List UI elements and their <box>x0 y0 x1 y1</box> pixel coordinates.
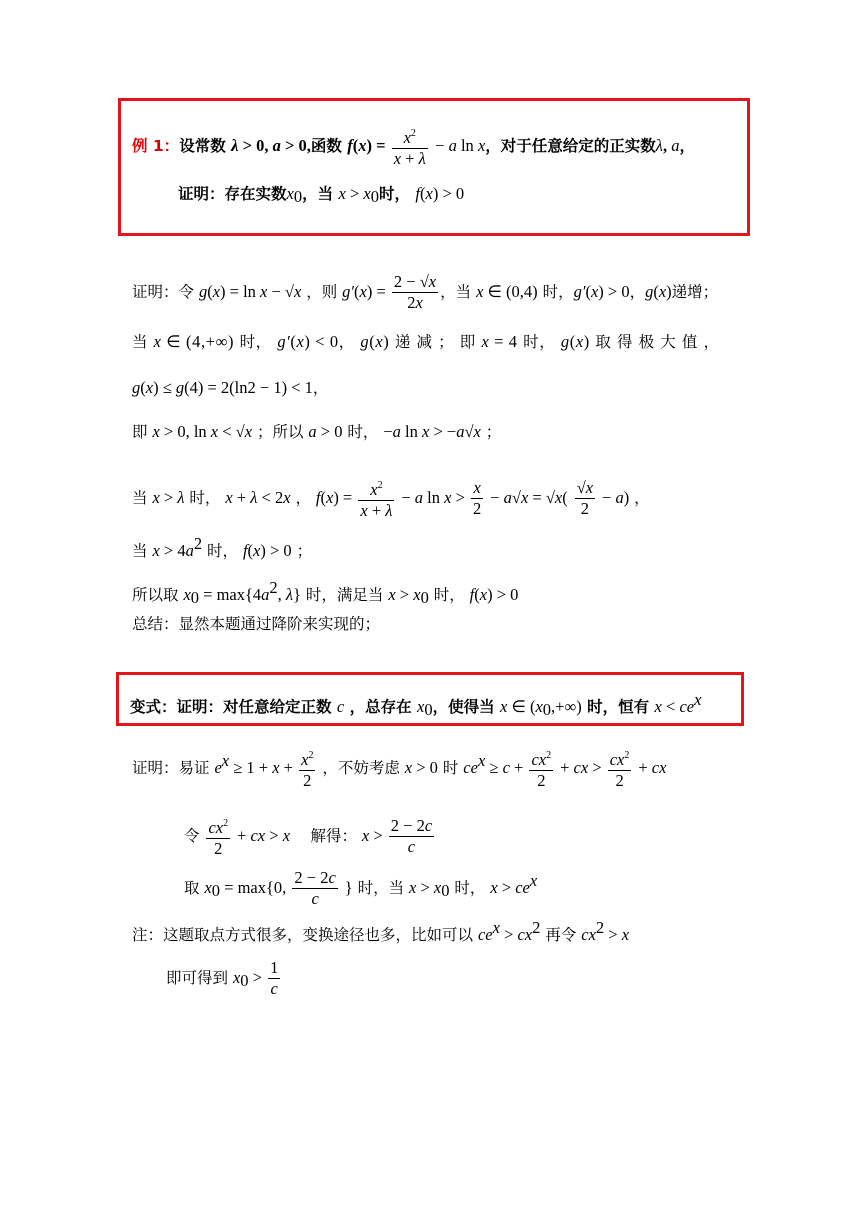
proof-line-3: g(x) ≤ g(4) = 2(ln2 − 1) < 1， <box>132 378 329 397</box>
variant-line: 变式：证明：对任意给定正数 c ，总存在 $x_0$，使得当 x ∈ $(x_0,+\infty)$ 时，恒有 $x < ce^x$ <box>130 690 702 719</box>
proof-line-4: 即 x > 0, ln x < √x ；所以 a > 0 时， −a ln x > −a√x ； <box>132 422 502 441</box>
example-line-1: 例 1：设常数 λ > 0, a > 0,函数 f(x) = $\frac{x^2}{x + \lambda}$ − a ln x，对于任意给定的正实数λ, a， <box>132 124 695 169</box>
note-line-2: 即可得到 $x_0$ > $\frac{1}{c}$ <box>166 958 279 998</box>
proof-line-6: 当 $x > 4a^2$ 时， f(x) > 0 ； <box>132 534 313 560</box>
proof2-line-3: 取 $x_0 = \max\{0$, $\frac{2 - 2c}{c}$ } 时，当 $x > x_0$ 时， $x > ce^x$ <box>184 868 538 908</box>
proof-line-2: 当 x ∈ (4,+∞) 时， g′(x) < 0， g(x) 递 减 ； 即 x = 4 时， g(x) 取 得 极 大 值 ， <box>132 332 720 351</box>
note-line: 注：这题取点方式很多，变换途径也多，比如可以 $ce^x > cx^2$ 再令 $cx^2 > x$ <box>132 918 630 944</box>
proof-line-7: 所以取 $x_0 = \max\{4a^2$, λ} 时，满足当 $x > x_0$ 时， f(x) > 0 <box>132 578 519 607</box>
example-line-2: 证明：存在实数$x_0$，当 $x > x_0$时， f(x) > 0 <box>178 184 465 206</box>
proof2-line-1: 证明：易证 $e^x \ge 1 + x$ + $\frac{x^2}{2}$ ，不妨考虑 x > 0 时 $ce^x \ge c$ + $\frac{cx^2}{2}$ + cx > $\frac{cx^2}{2}$ + cx <box>132 746 666 791</box>
proof-line-1: 证明：令 g(x) = ln x − √x ，则 g′(x) = $\frac{2 - √x}{2x}$ ，当 x ∈ (0,4) 时，g′(x) > 0，g(x)递增； <box>132 272 719 312</box>
summary: 总结：显然本题通过降阶来实现的； <box>132 615 381 633</box>
proof2-line-2: 令 $\frac{cx^2}{2}$ + cx > x 解得： x > $\frac{2 - 2c}{c}$ <box>184 816 433 858</box>
proof-line-5: 当 x > λ 时， x + λ < 2x ， f(x) = $\frac{x^2}{x + \lambda}$ − a ln x > $\frac{x}{2}$ − a√x = √x( $\frac{√x}{2}$ − a) ， <box>132 478 650 520</box>
example-label: 例 1： <box>132 137 180 155</box>
